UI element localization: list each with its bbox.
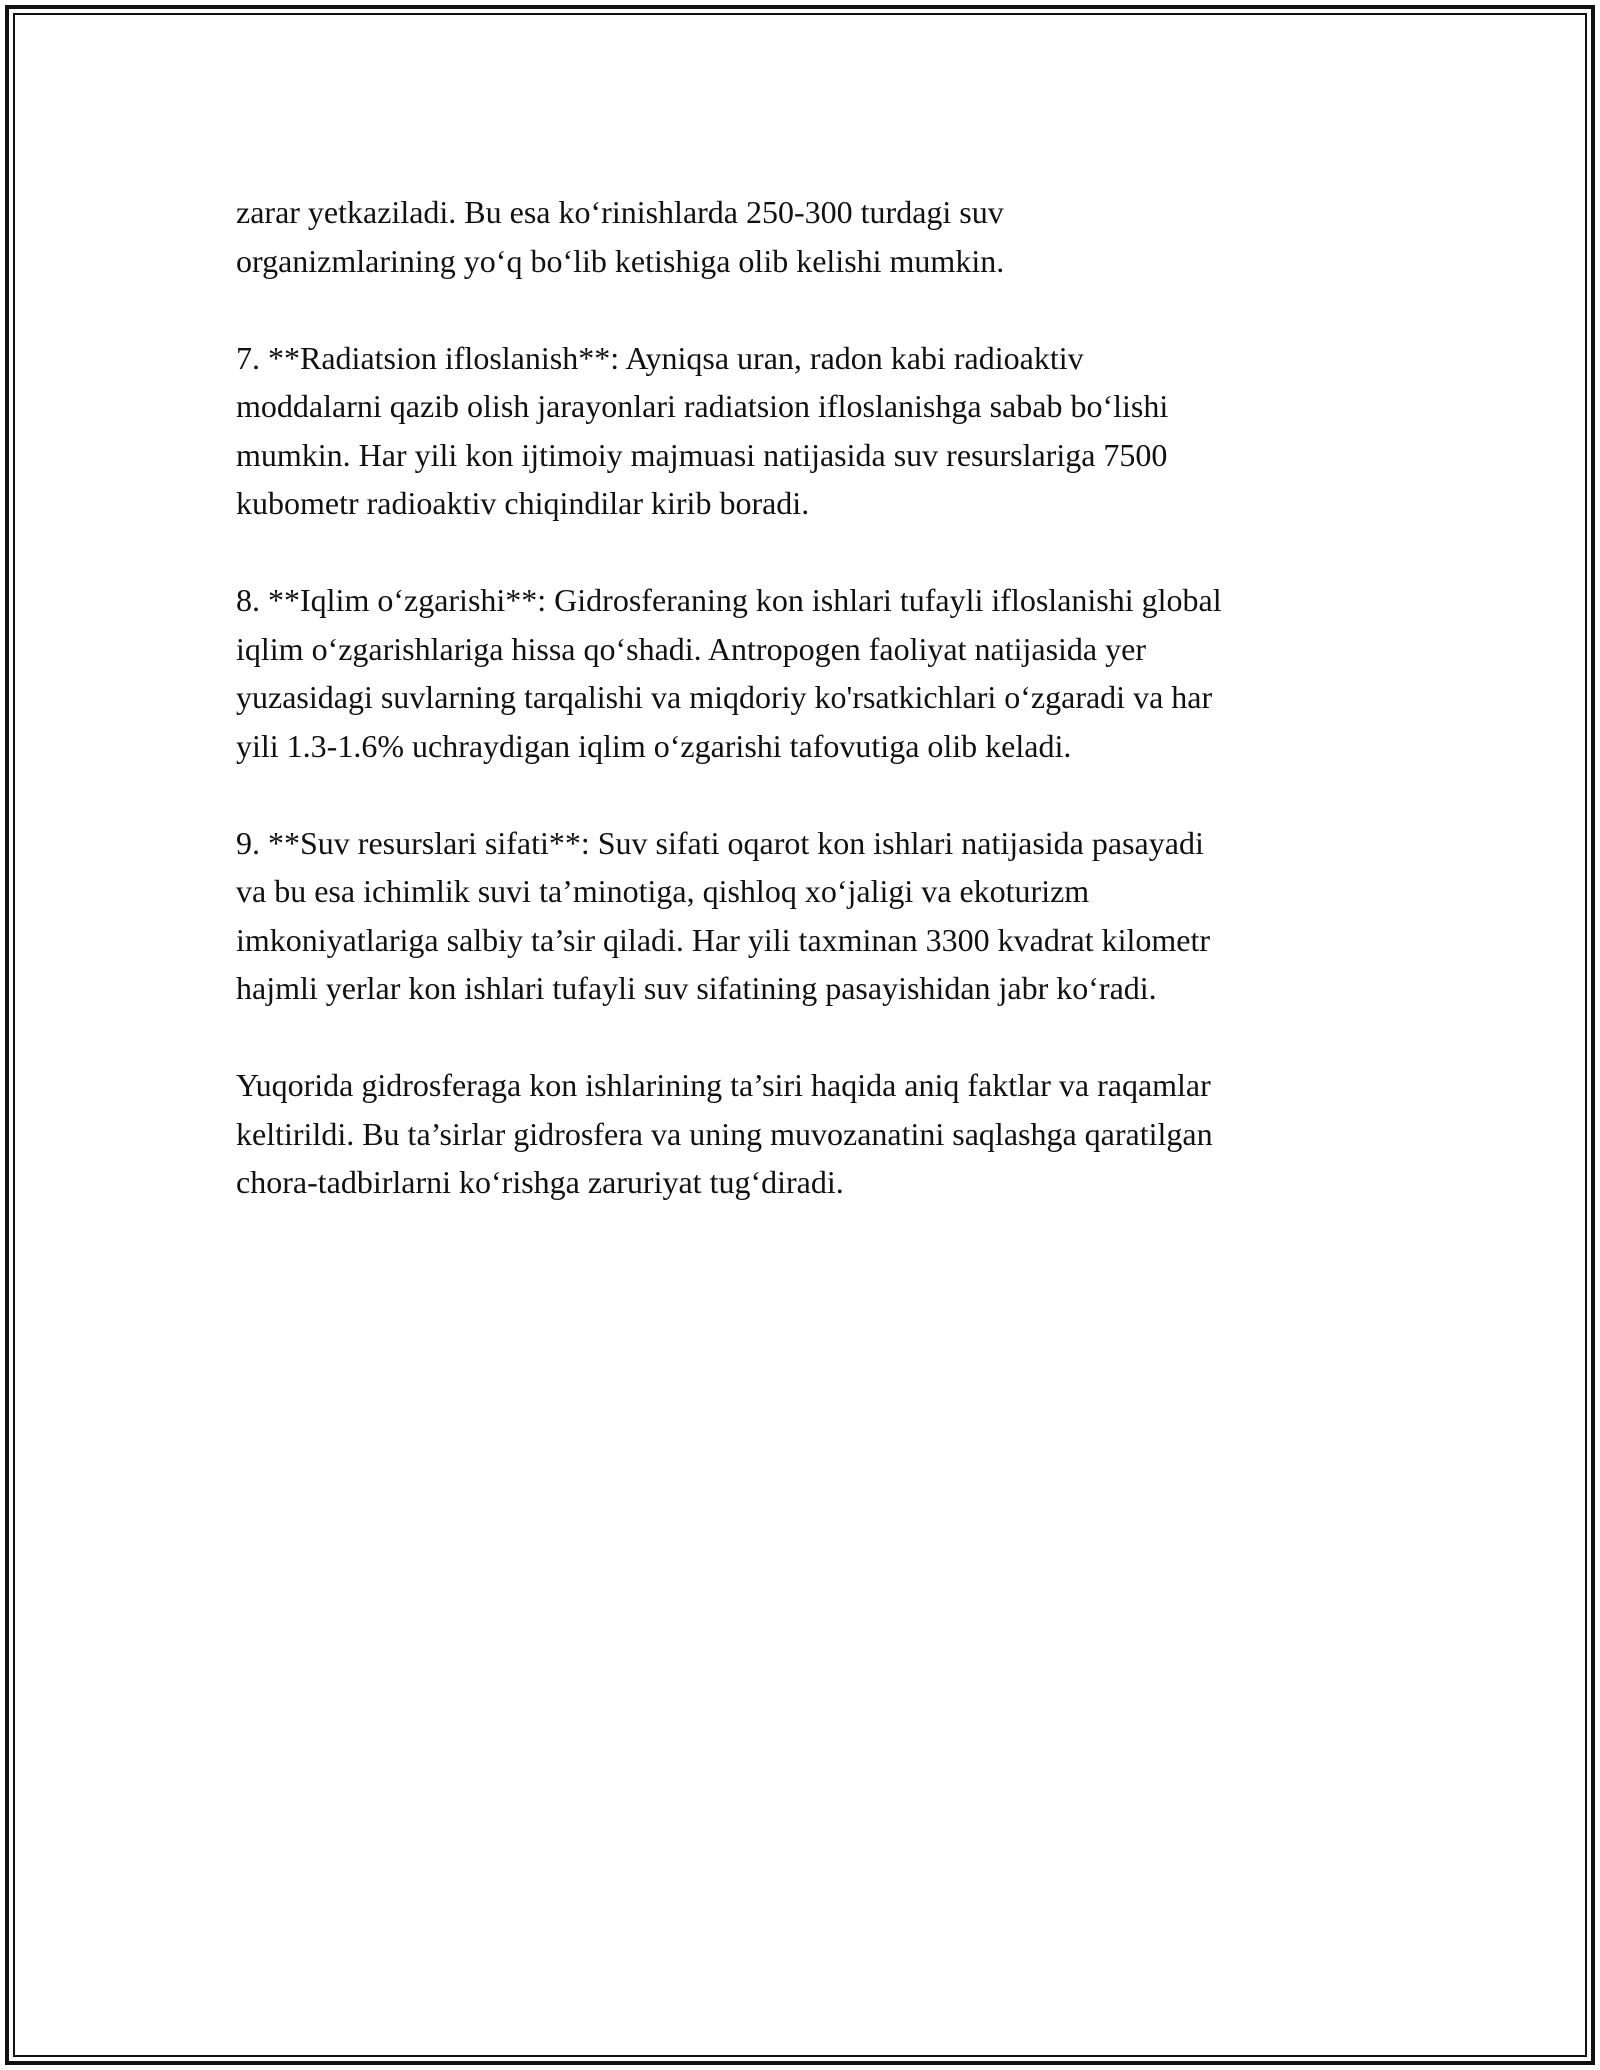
paragraph-continuation: zarar yetkaziladi. Bu esa ko‘rinishlarda 250-300 turdagi suv organizmlarining yo‘q bo‘lib ketishiga olib kelishi mumkin. — [236, 194, 1005, 279]
paragraph-water-quality: 9. **Suv resurslari sifati**: Suv sifati oqarot kon ishlari natijasida pasayadi va bu esa ichimlik suvi ta’minotiga, qishloq xo‘jaligi va ekoturizm imkoniyatlariga salbiy ta’sir qiladi. Har yili taxminan 3300 kvadrat kilometr hajmli yerlar kon ishlari tufayli suv sifatining pasayishidan jabr ko‘radi. — [236, 824, 1210, 1006]
paragraph-radiation-pollution: 7. **Radiatsion ifloslanish**: Ayniqsa uran, radon kabi radioaktiv moddalarni qazib olish jarayonlari radiatsion ifloslanishga sabab bo‘lishi mumkin. Har yili kon ijtimoiy majmuasi natijasida suv resurslariga 7500 kubometr radioaktiv chiqindilar kirib boradi. — [236, 339, 1169, 521]
document-body — [236, 188, 1386, 1255]
paragraph-conclusion: Yuqorida gidrosferaga kon ishlarining ta’siri haqida aniq faktlar va raqamlar keltirildi. Bu ta’sirlar gidrosfera va uning muvozanatini saqlashga qaratilgan chora-tadbirlarni ko‘rishga zaruriyat tug‘diradi. — [236, 1067, 1213, 1200]
paragraph-climate-change: 8. **Iqlim o‘zgarishi**: Gidrosferaning kon ishlari tufayli ifloslanishi global iqlim o‘zgarishlariga hissa qo‘shadi. Antropogen faoliyat natijasida yer yuzasidagi suvlarning tarqalishi va miqdoriy ko'rsatkichlari o‘zgaradi va har yili 1.3-1.6% uchraydigan iqlim o‘zgarishi tafovutiga olib keladi. — [236, 582, 1222, 764]
